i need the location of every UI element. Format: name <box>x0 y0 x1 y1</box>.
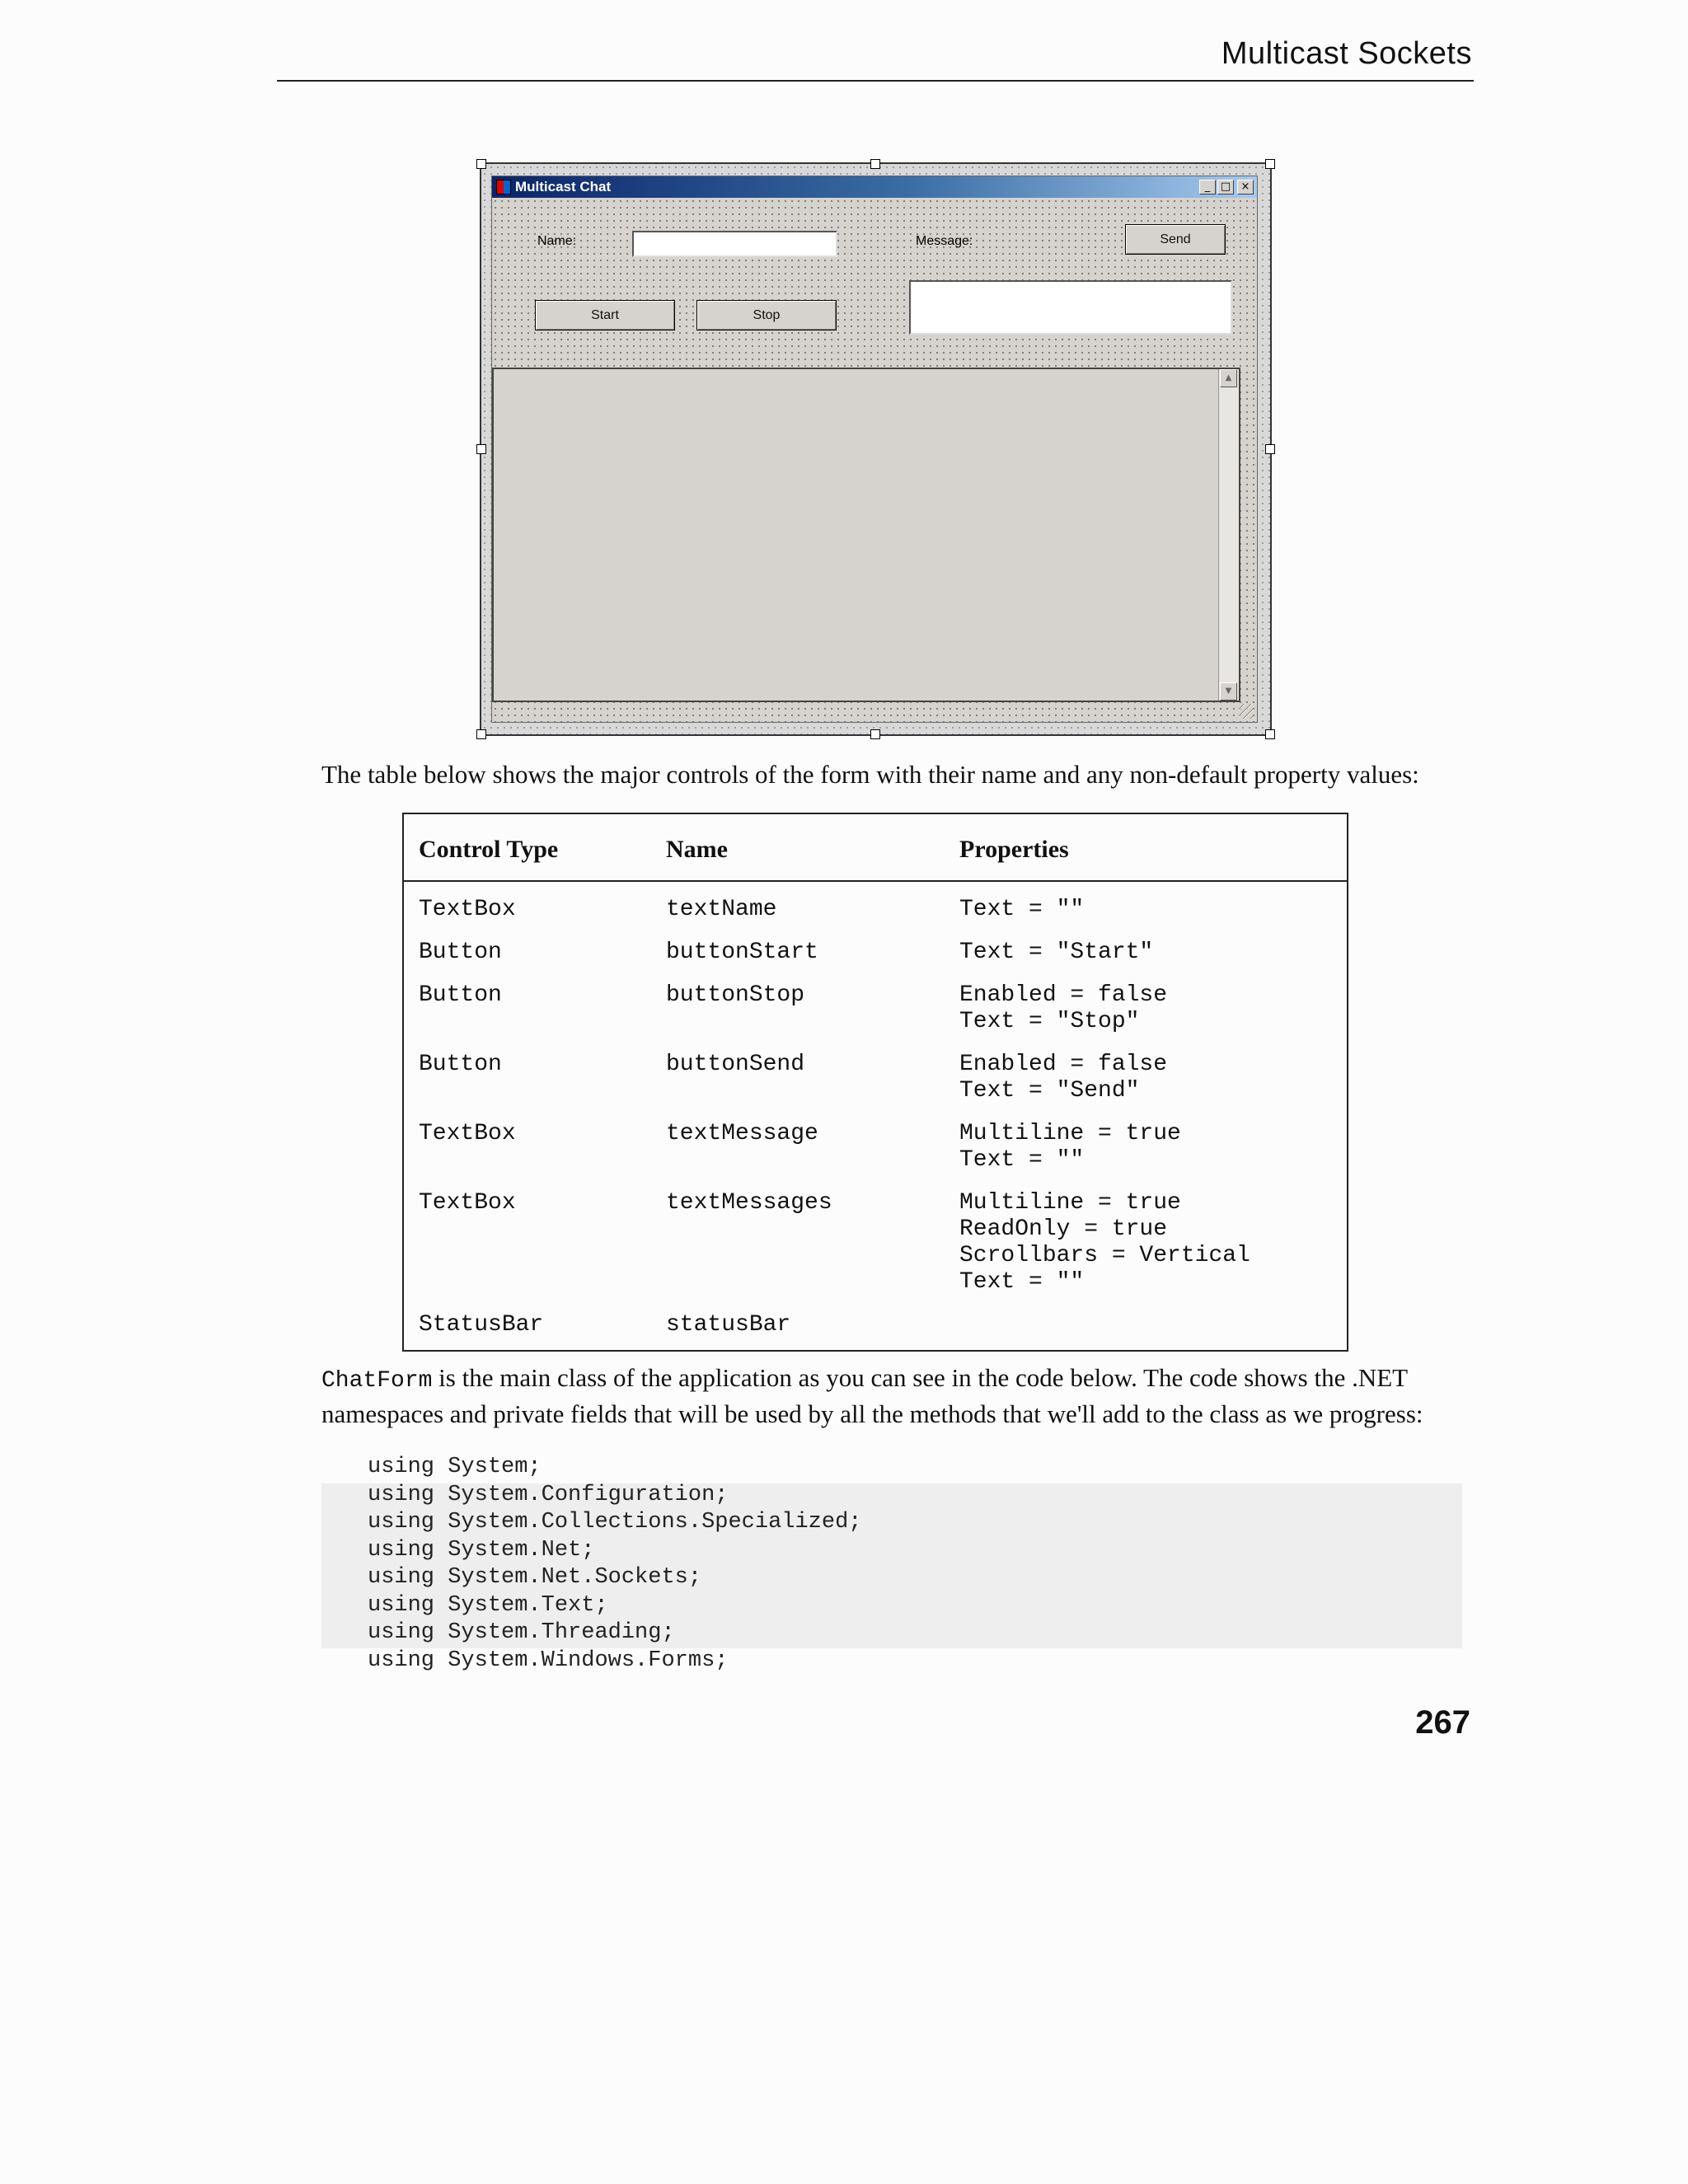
send-button[interactable]: Send <box>1125 224 1226 255</box>
resize-handle <box>476 729 486 739</box>
size-grip-icon[interactable] <box>1239 704 1254 719</box>
scroll-down-icon[interactable]: ▼ <box>1220 682 1237 701</box>
window-title: Multicast Chat <box>515 179 612 194</box>
control-props-cell: Text = "Start" <box>959 940 1154 965</box>
code-line: using System.Configuration; <box>368 1482 729 1507</box>
control-props-cell: Text = "" <box>959 897 1085 922</box>
inline-code: ChatForm <box>321 1368 433 1394</box>
message-textbox[interactable] <box>909 280 1232 335</box>
code-line: using System.Net; <box>368 1537 595 1563</box>
table-row <box>403 977 1348 1047</box>
messages-textbox[interactable] <box>492 368 1240 702</box>
control-props-cell: Multiline = true Text = "" <box>959 1121 1181 1173</box>
code-listing <box>321 1454 1462 1675</box>
resize-handle <box>870 159 880 169</box>
multicast-chat-window <box>491 176 1258 723</box>
controls-table <box>402 813 1348 1352</box>
scroll-up-icon[interactable]: ▲ <box>1220 369 1237 387</box>
maximize-icon[interactable]: □ <box>1217 180 1234 194</box>
control-props-cell: Enabled = false Text = "Send" <box>959 1052 1168 1104</box>
running-header: Multicast Sockets <box>1221 36 1472 71</box>
control-type-cell: TextBox <box>419 1190 516 1216</box>
form-client-area <box>492 198 1257 722</box>
resize-handle <box>1265 444 1275 454</box>
body-paragraph <box>321 1361 1475 1431</box>
column-header: Control Type <box>403 813 651 881</box>
code-line: using System.Collections.Specialized; <box>368 1510 862 1535</box>
vertical-scrollbar[interactable] <box>1218 369 1239 701</box>
form-designer-figure <box>480 162 1272 736</box>
header-rule <box>277 80 1474 82</box>
body-text: is the main class of the application as you can see in the code below. The code shows the .NET namespaces and private fields that will be used by all the methods that we'll add to the class as we progress: <box>321 1363 1423 1428</box>
code-line: using System.Threading; <box>368 1620 675 1645</box>
message-label: Message: <box>916 234 973 248</box>
table-row <box>403 1116 1348 1185</box>
control-name-cell: buttonStop <box>666 982 805 1008</box>
control-name-cell: buttonSend <box>666 1052 805 1077</box>
table-row <box>403 935 1348 977</box>
control-type-cell: StatusBar <box>419 1312 544 1338</box>
resize-handle <box>476 444 486 454</box>
stop-button[interactable]: Stop <box>696 300 837 330</box>
control-name-cell: buttonStart <box>666 940 818 965</box>
title-bar[interactable] <box>492 176 1257 198</box>
table-row <box>403 1047 1348 1116</box>
control-name-cell: statusBar <box>666 1312 791 1338</box>
table-header-row <box>403 813 1348 881</box>
control-props-cell <box>945 1307 1348 1351</box>
column-header: Properties <box>945 813 1348 881</box>
table-row <box>403 881 1348 935</box>
resize-handle <box>870 729 880 739</box>
close-icon[interactable]: × <box>1237 180 1254 194</box>
resize-handle <box>1265 729 1275 739</box>
control-type-cell: Button <box>419 1052 502 1077</box>
control-type-cell: Button <box>419 940 502 965</box>
resize-handle <box>476 159 486 169</box>
control-props-cell: Multiline = true ReadOnly = true Scrollbars = Vertical Text = "" <box>959 1190 1250 1295</box>
resize-handle <box>1265 159 1275 169</box>
start-button[interactable]: Start <box>535 300 675 330</box>
control-props-cell: Enabled = false Text = "Stop" <box>959 982 1168 1034</box>
control-type-cell: TextBox <box>419 897 516 922</box>
control-name-cell: textMessage <box>666 1121 818 1146</box>
code-line: using System.Net.Sockets; <box>368 1565 702 1590</box>
table-row <box>403 1307 1348 1351</box>
code-line: using System.Windows.Forms; <box>368 1647 729 1673</box>
code-line: using System.Text; <box>368 1592 608 1618</box>
page-number: 267 <box>1415 1704 1470 1741</box>
code-line: using System; <box>368 1455 542 1479</box>
control-type-cell: Button <box>419 982 502 1008</box>
name-textbox[interactable] <box>632 231 837 257</box>
app-icon <box>496 180 511 194</box>
control-name-cell: textName <box>666 897 777 922</box>
column-header: Name <box>651 813 945 881</box>
name-label: Name: <box>537 234 577 248</box>
control-name-cell: textMessages <box>666 1190 832 1216</box>
table-row <box>403 1185 1348 1307</box>
minimize-icon[interactable]: _ <box>1199 180 1216 194</box>
intro-paragraph: The table below shows the major controls of the form with their name and any non-default property values: <box>321 760 1419 789</box>
control-type-cell: TextBox <box>419 1121 516 1146</box>
